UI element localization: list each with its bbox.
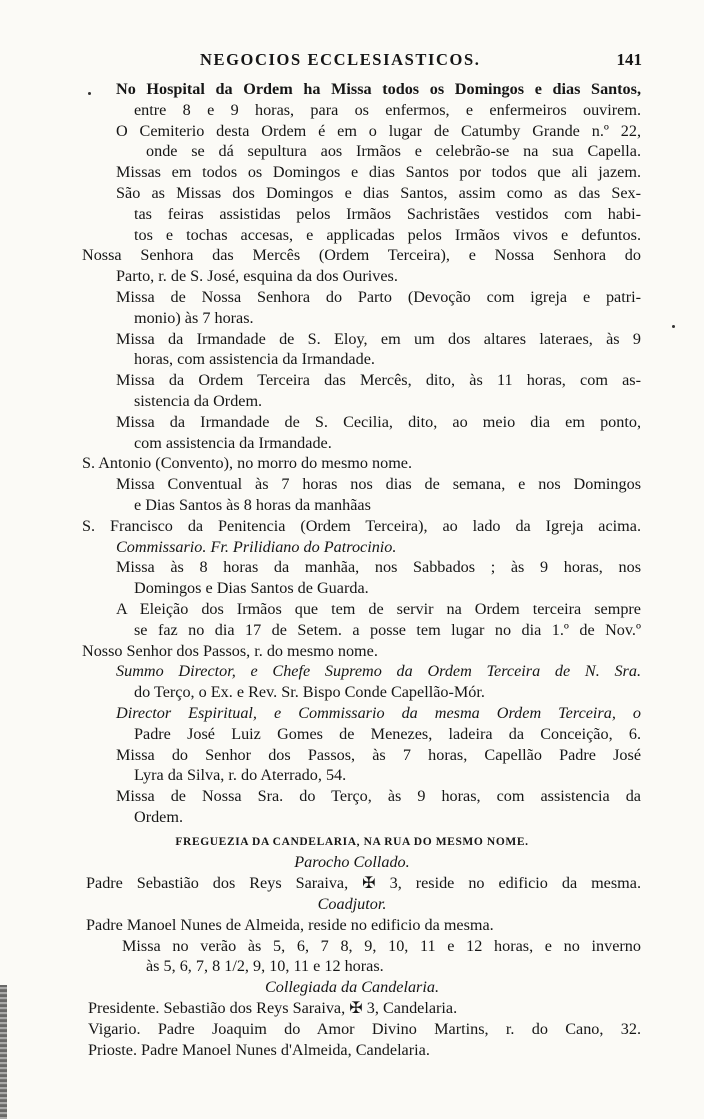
text-line: No Hospital da Ordem ha Missa todos os Domingos e dias Santos,: [116, 80, 641, 98]
text-line: Ordem.: [134, 807, 183, 826]
text-line: horas, com assistencia da Irmandade.: [134, 350, 375, 369]
text-line: Nosso Senhor dos Passos, r. do mesmo nome.: [82, 641, 378, 660]
text-line: Padre José Luiz Gomes de Menezes, ladeira da Conceição, 6.: [134, 724, 641, 743]
body-text: [0, 79, 704, 1060]
text-line: O Cemiterio desta Ordem é em o lugar de Catumby Grande n.º 22,: [116, 121, 641, 140]
text-line: sistencia da Ordem.: [134, 391, 263, 410]
text-line: às 5, 6, 7, 8 1/2, 9, 10, 11 e 12 horas.: [146, 957, 384, 976]
text-line: Lyra da Silva, r. do Aterrado, 54.: [134, 766, 347, 785]
text-line: do Terço, o Ex. e Rev. Sr. Bispo Conde Capellão-Mór.: [134, 683, 485, 702]
text-line: Missa no verão às 5, 6, 7 8, 9, 10, 11 e 12 horas, e no inverno: [122, 936, 641, 955]
running-title: NEGOCIOS ECCLESIASTICOS.: [200, 50, 481, 69]
text-line: Missas em todos os Domingos e dias Santos por todos que ali jazem.: [116, 163, 641, 182]
text-line: Vigario. Padre Joaquim do Amor Divino Martins, r. do Cano, 32.: [88, 1019, 641, 1038]
text-line: Padre Manoel Nunes de Almeida, reside no edificio da mesma.: [86, 915, 494, 934]
text-line: Director Espiritual, e Commissario da mesma Ordem Terceira, o: [116, 703, 641, 722]
text-line: Domingos e Dias Santos de Guarda.: [134, 579, 369, 598]
text-line: S. Francisco da Penitencia (Ordem Terceira), ao lado da Igreja acima.: [82, 516, 641, 535]
subheading: Parocho Collado.: [294, 853, 410, 872]
text-line: se faz no dia 17 de Setem. a posse tem lugar no dia 1.º de Nov.º: [134, 620, 641, 639]
text-line: Missa da Irmandade de S. Eloy, em um dos altares lateraes, às 9: [116, 329, 641, 348]
subheading: Coadjutor.: [317, 895, 387, 914]
page-number: 141: [616, 50, 642, 69]
text-line: Missa às 8 horas da manhãa, nos Sabbados ; às 9 horas, nos: [116, 558, 641, 577]
section-heading: FREGUEZIA DA CANDELARIA, NA RUA DO MESMO NOME.: [175, 835, 529, 848]
text-line: A Eleição dos Irmãos que tem de servir na Ordem terceira sempre: [116, 599, 641, 618]
text-line: Padre Sebastião dos Reys Saraiva, ✠ 3, reside no edificio da mesma.: [86, 874, 641, 893]
ink-speck: [88, 92, 91, 95]
text-line: Parto, r. de S. José, esquina da dos Ourives.: [116, 267, 398, 286]
text-line: Missa do Senhor dos Passos, às 7 horas, Capellão Padre José: [116, 745, 641, 764]
ink-speck: [672, 325, 675, 328]
text-line: Missa de Nossa Senhora do Parto (Devoção com igreja e patri-: [116, 287, 641, 306]
text-line: Nossa Senhora das Mercês (Ordem Terceira), e Nossa Senhora do: [82, 246, 641, 265]
text-line: onde se dá sepultura aos Irmãos e celebrão-se na sua Capella.: [146, 142, 641, 161]
page-header: [0, 50, 704, 76]
binding-edge: [0, 985, 7, 1119]
text-line: Commissario. Fr. Prilidiano do Patrocinio.: [116, 537, 397, 556]
text-line: Presidente. Sebastião dos Reys Saraiva, ✠ 3, Candelaria.: [88, 999, 458, 1018]
text-line: tos e tochas accesas, e applicadas pelos Irmãos vivos e defuntos.: [134, 225, 641, 244]
text-line: monio) às 7 horas.: [134, 308, 254, 327]
text-line: Missa de Nossa Sra. do Terço, às 9 horas, com assistencia da: [116, 787, 641, 806]
text-line: e Dias Santos às 8 horas da manhãas: [134, 495, 371, 514]
text-line: Missa da Irmandade de S. Cecilia, dito, ao meio dia em ponto,: [116, 412, 641, 431]
text-line: S. Antonio (Convento), no morro do mesmo nome.: [82, 454, 413, 473]
text-line: Missa Conventual às 7 horas nos dias de semana, e nos Domingos: [116, 475, 641, 494]
text-line: tas feiras assistidas pelos Irmãos Sachristães vestidos com habi-: [134, 204, 641, 223]
text-line: Summo Director, e Chefe Supremo da Ordem Terceira de N. Sra.: [116, 662, 641, 681]
text-line: com assistencia da Irmandade.: [134, 433, 332, 452]
text-line: entre 8 e 9 horas, para os enfermos, e enfermeiros ouvirem.: [134, 100, 641, 119]
text-line: Prioste. Padre Manoel Nunes d'Almeida, Candelaria.: [88, 1040, 430, 1059]
text-line: Missa da Ordem Terceira das Mercês, dito, às 11 horas, com as-: [116, 371, 641, 390]
subheading: Collegiada da Candelaria.: [264, 978, 439, 997]
text-line: São as Missas dos Domingos e dias Santos, assim como as das Sex-: [116, 183, 641, 202]
